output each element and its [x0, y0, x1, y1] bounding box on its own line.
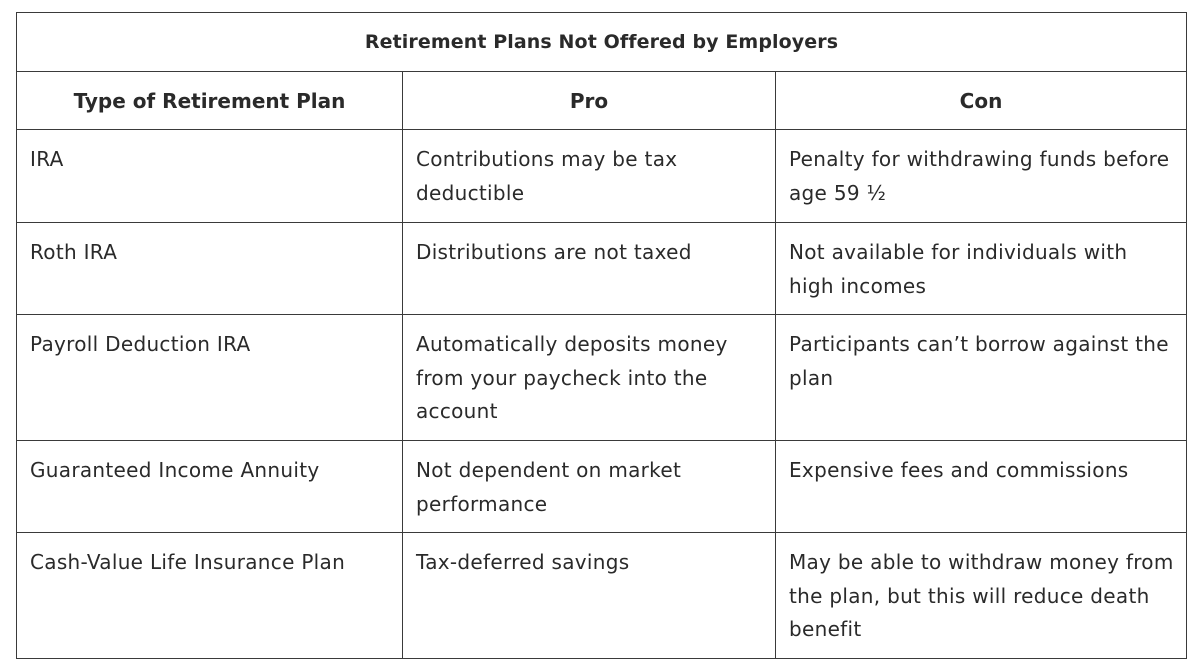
plan-type-cell: Roth IRA — [17, 223, 403, 315]
table-header-row — [17, 72, 1187, 130]
column-header-pro: Pro — [403, 72, 776, 130]
table-title: Retirement Plans Not Offered by Employers — [17, 13, 1187, 72]
column-header-type: Type of Retirement Plan — [17, 72, 403, 130]
con-cell: Participants can’t borrow against the plan — [776, 315, 1187, 441]
table-title-row — [17, 13, 1187, 72]
pro-cell: Automatically deposits money from your paycheck into the account — [403, 315, 776, 441]
con-cell: May be able to withdraw money from the plan, but this will reduce death benefit — [776, 533, 1187, 659]
plan-type-cell: Guaranteed Income Annuity — [17, 441, 403, 533]
plan-type-cell: Payroll Deduction IRA — [17, 315, 403, 441]
con-cell: Expensive fees and commissions — [776, 441, 1187, 533]
table-row — [17, 130, 1187, 223]
pro-cell: Contributions may be tax deductible — [403, 130, 776, 223]
retirement-plans-table — [16, 12, 1187, 659]
plan-type-cell: IRA — [17, 130, 403, 223]
table-row — [17, 315, 1187, 441]
table-row — [17, 441, 1187, 533]
con-cell: Penalty for withdrawing funds before age 59 ½ — [776, 130, 1187, 223]
pro-cell: Tax-deferred savings — [403, 533, 776, 659]
pro-cell: Distributions are not taxed — [403, 223, 776, 315]
retirement-plans-table-container — [16, 12, 1186, 659]
pro-cell: Not dependent on market performance — [403, 441, 776, 533]
table-row — [17, 533, 1187, 659]
con-cell: Not available for individuals with high incomes — [776, 223, 1187, 315]
plan-type-cell: Cash-Value Life Insurance Plan — [17, 533, 403, 659]
table-row — [17, 223, 1187, 315]
column-header-con: Con — [776, 72, 1187, 130]
